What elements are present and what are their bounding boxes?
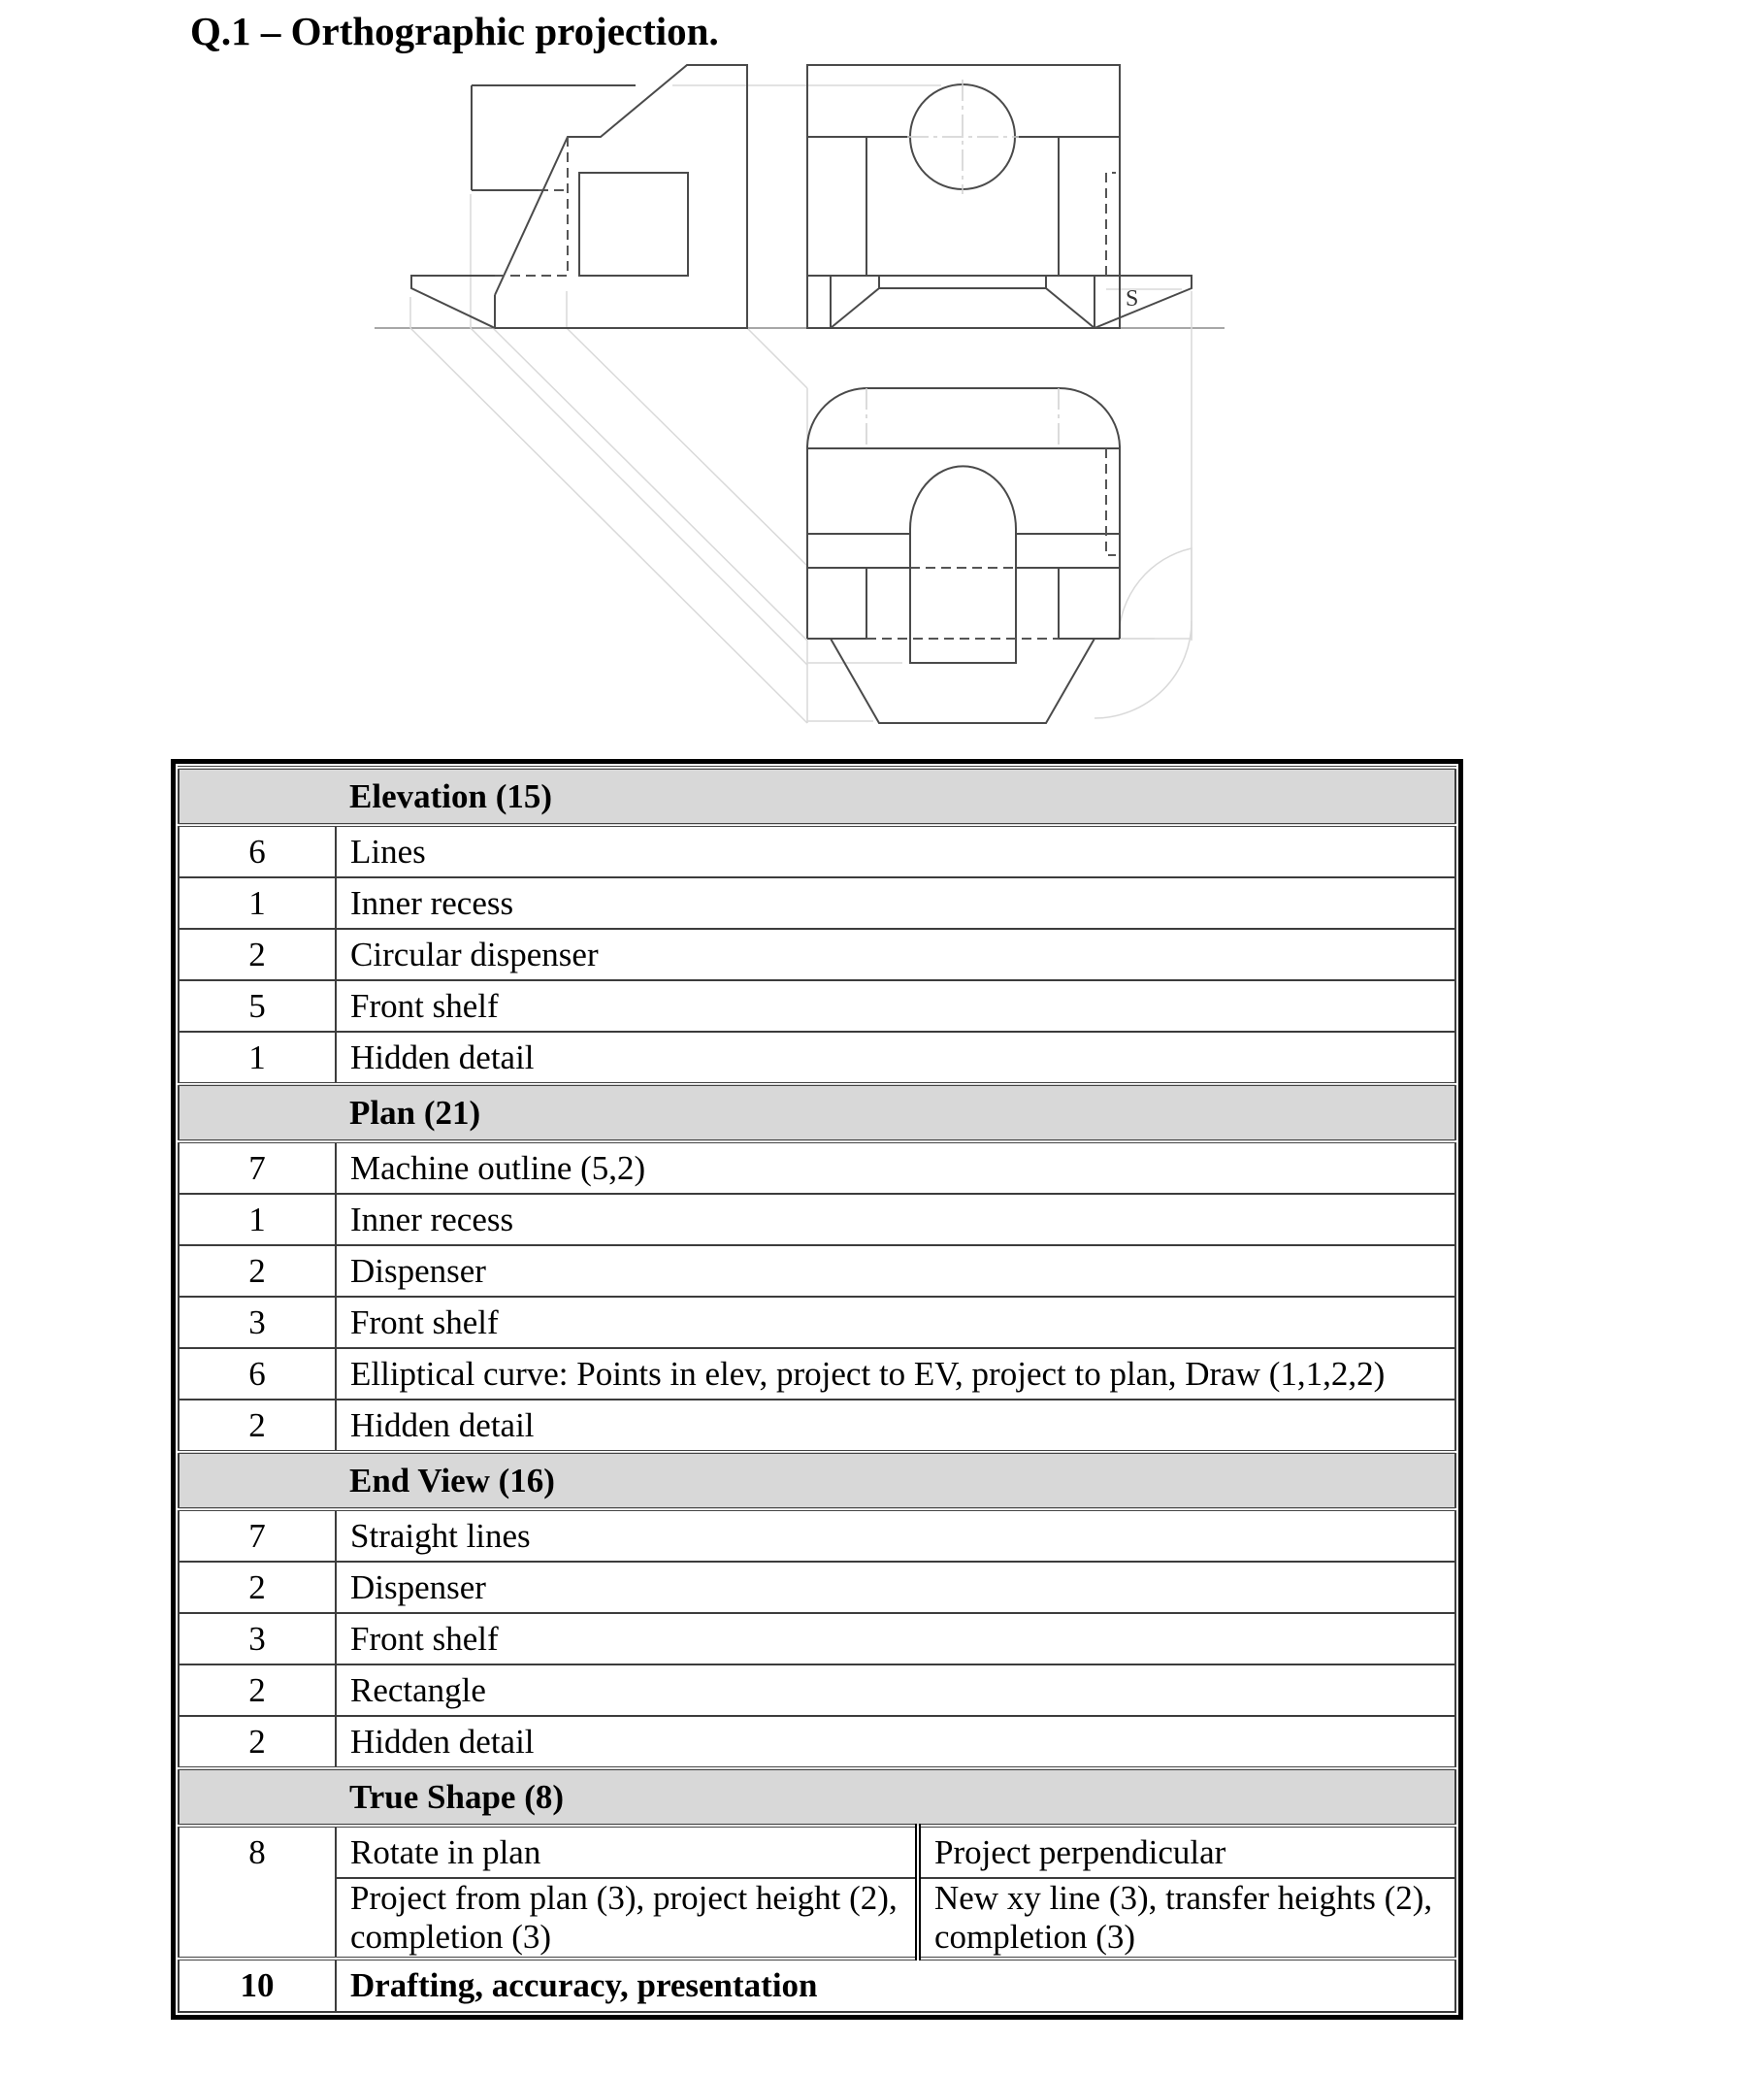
section-header-true-shape [179, 1768, 1455, 1826]
section-heading: Plan (21) [336, 1084, 1455, 1141]
table-row [179, 1562, 1455, 1613]
table-row [179, 1878, 1455, 1959]
section-header-plan [179, 1084, 1455, 1141]
mark-value: 7 [179, 1141, 336, 1194]
mark-value: 3 [179, 1297, 336, 1348]
elevation-view [411, 65, 747, 328]
end-view [807, 65, 1192, 328]
construction-lines [375, 85, 1225, 723]
section-header-elevation [179, 768, 1455, 825]
mark-value: 2 [179, 1562, 336, 1613]
table-row [179, 1716, 1455, 1768]
criterion: Machine outline (5,2) [336, 1141, 1455, 1194]
table-row [179, 1032, 1455, 1084]
section-heading: Elevation (15) [336, 768, 1455, 825]
criterion: Circular dispenser [336, 929, 1455, 980]
criterion: Dispenser [336, 1562, 1455, 1613]
section-header-end-view [179, 1452, 1455, 1509]
table-row [179, 1297, 1455, 1348]
table-row [179, 1509, 1455, 1562]
plan-view [807, 388, 1120, 723]
section-heading: End View (16) [336, 1452, 1455, 1509]
criterion: Drafting, accuracy, presentation [336, 1959, 1455, 2012]
marking-scheme-table [171, 759, 1463, 2020]
criterion: Inner recess [336, 877, 1455, 929]
criterion: Front shelf [336, 1613, 1455, 1664]
criterion: Hidden detail [336, 1716, 1455, 1768]
option-b-step2: New xy line (3), transfer heights (2), completion (3) [918, 1878, 1455, 1959]
criterion: Front shelf [336, 980, 1455, 1032]
mark-value: 6 [179, 1348, 336, 1400]
criterion: Hidden detail [336, 1400, 1455, 1452]
mark-value: 2 [179, 929, 336, 980]
table-row [179, 825, 1455, 877]
mark-value: 6 [179, 825, 336, 877]
table-row [179, 1613, 1455, 1664]
table-row [179, 1400, 1455, 1452]
option-b-step1: Project perpendicular [918, 1826, 1455, 1878]
table-row [179, 877, 1455, 929]
drafting-row [179, 1959, 1455, 2012]
table-row [179, 980, 1455, 1032]
criterion: Front shelf [336, 1297, 1455, 1348]
mark-value: 3 [179, 1613, 336, 1664]
criterion: Rectangle [336, 1664, 1455, 1716]
table-row [179, 1664, 1455, 1716]
mark-value: 2 [179, 1245, 336, 1297]
page-title: Q.1 – Orthographic projection. [190, 9, 719, 53]
mark-value: 2 [179, 1400, 336, 1452]
criterion: Lines [336, 825, 1455, 877]
mark-value: 7 [179, 1509, 336, 1562]
mark-value: 2 [179, 1716, 336, 1768]
mark-value: 1 [179, 1194, 336, 1245]
mark-value: 1 [179, 877, 336, 929]
mark-value: 1 [179, 1032, 336, 1084]
criterion: Inner recess [336, 1194, 1455, 1245]
orthographic-drawing [0, 0, 1764, 747]
mark-value: 10 [179, 1959, 336, 2012]
option-a-step2: Project from plan (3), project height (2), completion (3) [336, 1878, 918, 1959]
criterion: Elliptical curve: Points in elev, project to EV, project to plan, Draw (1,1,2,2) [336, 1348, 1455, 1400]
table-row [179, 1348, 1455, 1400]
table-row [179, 1141, 1455, 1194]
mark-value: 8 [179, 1826, 336, 1959]
table-row [179, 1245, 1455, 1297]
criterion: Hidden detail [336, 1032, 1455, 1084]
option-a-step1: Rotate in plan [336, 1826, 918, 1878]
criterion: Dispenser [336, 1245, 1455, 1297]
table-row [179, 929, 1455, 980]
table-row [179, 1826, 1455, 1878]
criterion: Straight lines [336, 1509, 1455, 1562]
table-row [179, 1194, 1455, 1245]
mark-value: 5 [179, 980, 336, 1032]
section-heading: True Shape (8) [336, 1768, 1455, 1826]
section-label-s: S [1126, 286, 1139, 312]
mark-value: 2 [179, 1664, 336, 1716]
